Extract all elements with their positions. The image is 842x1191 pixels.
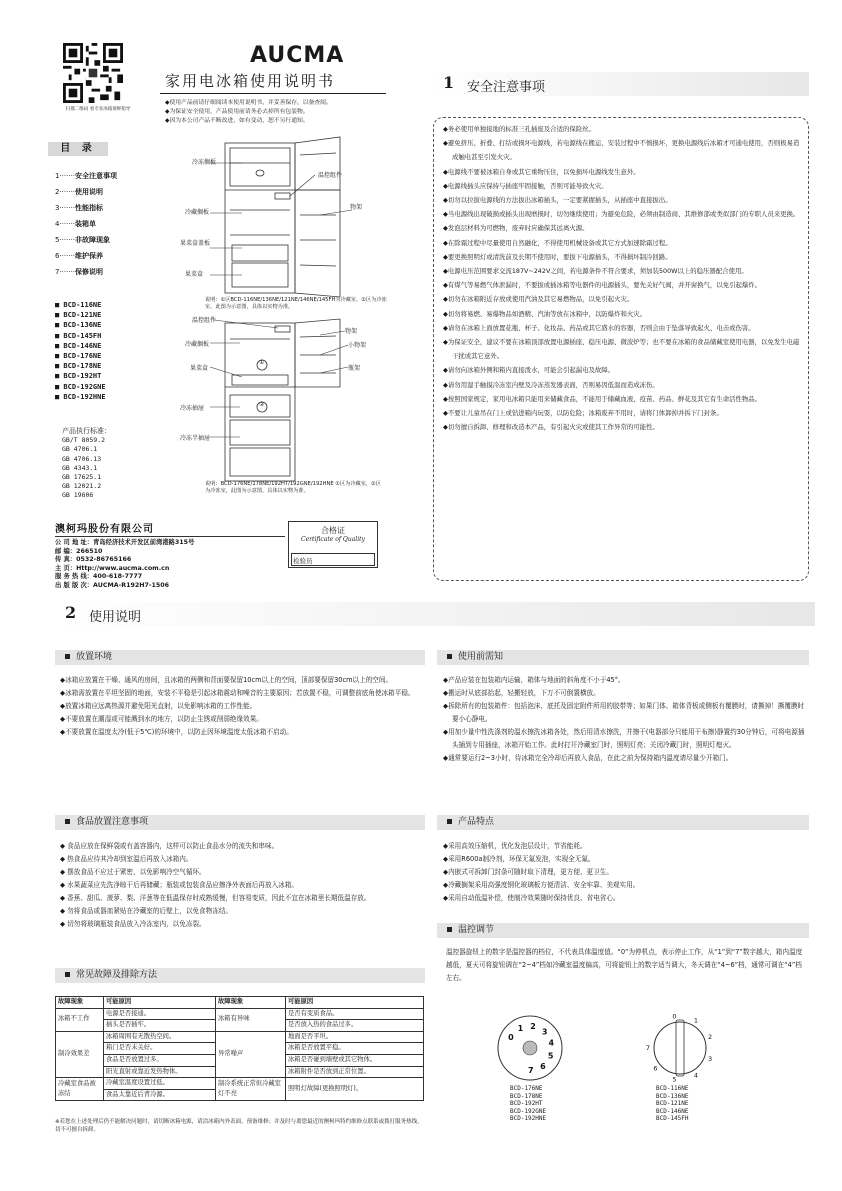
diagram2-note: 说明：BCD-176NE/178NE/192HT/192GNE/192HNE ①区为冷藏室，②区为冷冻室，此图为示意图，具体以实物为准。 xyxy=(205,481,381,494)
dial-model: BCD-192HNE xyxy=(510,1115,547,1123)
dial-model: BCD-192HT xyxy=(510,1100,543,1108)
table-cell: 地面是否平坦。 xyxy=(286,1031,424,1043)
label-fridge-shelf: 冷藏搁板 xyxy=(185,209,210,216)
section1-number: 1 xyxy=(443,73,455,92)
dial-model: BCD-176NE xyxy=(510,1085,543,1092)
toc-heading: 目 录 xyxy=(48,142,108,156)
label-temp-control: 温控组件 xyxy=(192,317,217,324)
company-homepage[interactable]: 主 页：Http://www.aucma.com.cn xyxy=(55,564,170,572)
safety-item: ◆请勿用湿手触摸冷冻室内壁及冷冻蒸发器表面，否则易因低温而造成冻伤。 xyxy=(443,380,659,389)
dial-number: 4 xyxy=(693,1071,699,1080)
safety-list xyxy=(443,122,805,434)
toc-item[interactable]: 4·······装箱单 xyxy=(55,220,97,228)
safety-item: ◆不要让儿童吊在门上或钻进箱内玩耍，以防危险；冰箱废弃不用时，请将门体卸掉并拆下门封条。 xyxy=(443,409,723,418)
zone-2-marker: ② xyxy=(259,401,265,408)
dial-number: 2 xyxy=(708,1033,713,1042)
temp-control-text: 温控器旋钮上的数字是温控器的档位，不代表具体温度值。“0”为停机点，表示停止工作，从“1”到“7”数字越大，箱内温度越低，夏天可将旋钮调在“2~4”档如冷藏室温度偏高，可将旋钮上的数字适当调大，冬天调在“4~6”档，通常可调在“4”档左右。 xyxy=(446,948,803,982)
dial-number: 3 xyxy=(708,1054,713,1063)
food-item: ◆ 香蕉、甜瓜、菠萝、梨、洋葱等在低温保存时成熟缓慢，但容易变质，因此不宜在冰箱里长期低温存放。 xyxy=(60,894,371,902)
table-row xyxy=(56,1078,424,1090)
label-fridge-shelf: 冷藏搁板 xyxy=(185,341,210,348)
label-bottle-rack: 瓶架 xyxy=(348,365,361,372)
before-use-item: ◆用加少量中性洗涤剂的温水擦洗冰箱各处，然后用清水擦洗，并擦干(电器部分只能用干布擦)静置约30分钟后，可将电源插头插到专用插座，冰箱开始工作。此时打开冷藏室门时，照明灯亮；关闭冷藏门时，照明灯熄灭。 xyxy=(443,728,805,749)
table-cell: 电源是否接通。 xyxy=(104,1008,216,1020)
safety-item: ◆切勿在冰箱附近存放或使用汽油及其它易燃物品，以免引起火灾。 xyxy=(443,295,634,304)
table-cell: 冷藏室温度设置过低。 xyxy=(104,1078,216,1090)
dial-number: 5 xyxy=(672,1075,677,1084)
model-item: ■ BCD-145FH xyxy=(55,331,102,340)
table-cell: 冰箱是否碰到墙壁或其它物体。 xyxy=(286,1054,424,1066)
placement-item: ◆不要放置在温度太冷(低于5℃)的环境中，以防止因环境温度太低冰箱不启动。 xyxy=(60,728,293,736)
qr-code xyxy=(63,43,123,103)
label-freezer-shelf: 冷冻搁板 xyxy=(192,159,217,166)
quality-certificate xyxy=(288,521,378,568)
model-item: ■ BCD-192GNE xyxy=(55,382,106,391)
dial-model: BCD-146NE xyxy=(656,1107,689,1115)
safety-item: ◆请勿向冰箱外侧和箱内直接泼水，可能会引起漏电及故障。 xyxy=(443,366,615,375)
temp-control-header: 温控调节 xyxy=(437,923,809,938)
safety-item: ◆电源电压范围要求交流187V~242V之间，若电源条件不符合要求，须加装500W以上的稳压器配合使用。 xyxy=(443,267,748,276)
dial-number: 2 xyxy=(530,1022,536,1032)
safety-item: ◆避免挤压、折叠、打结或损坏电源线，若电源线在搬运、安装过程中不慎损坏，更换电源线后冰箱才可通电使用，否则极易造成触电甚至引发火灾。 xyxy=(443,139,800,162)
company-info xyxy=(55,520,295,591)
table-cell: 食品太靠近后背冷源。 xyxy=(104,1089,216,1101)
safety-item: ◆电源线不要被冰箱自身或其它重物压住，以免损坏电源线发生意外。 xyxy=(443,167,640,176)
company-postcode: 邮 编：266510 xyxy=(55,547,103,555)
company-name: 澳柯玛股份有限公司 xyxy=(55,524,154,535)
fridge-diagram-2 xyxy=(180,315,390,485)
dial-right-models xyxy=(656,1085,689,1123)
feature-item: ◆采用自动低温补偿，使制冷效果随时保持优良、省电省心。 xyxy=(443,894,620,902)
standard-item: GB 19606 xyxy=(62,491,94,500)
preface-note: ◆因为本公司产品不断改进，如有变动，恕不另行通知。 xyxy=(165,118,309,124)
model-item: ■ BCD-121NE xyxy=(55,311,102,320)
placement-item: ◆放置冰箱应远离热源并避免阳光直射，以免影响冰箱的工作性能。 xyxy=(60,702,257,710)
thermostat-dial-left[interactable] xyxy=(490,1008,570,1088)
safety-item: ◆发泡层材料为可燃物，废弃时应确保其远离火源。 xyxy=(443,224,589,233)
model-item: ■ BCD-192HNE xyxy=(55,392,106,401)
standards-list xyxy=(62,427,111,501)
model-item: ■ BCD-192HT xyxy=(55,372,102,381)
label-crisper: 果菜盒 xyxy=(190,365,209,372)
features-header: 产品特点 xyxy=(437,815,809,830)
safety-item: ◆要更换照明灯或清洗前及长期不使用时，要拔下电源插头，不得损坏制冷回路。 xyxy=(443,252,672,261)
safety-item: ◆有煤气等易燃气体泄漏时，不要拔或插冰箱等电器件的电源插头，要先关好气阀，并开窗换气，以免引起爆炸。 xyxy=(443,281,762,290)
toc-item[interactable]: 1·······安全注意事项 xyxy=(55,172,118,180)
features-list xyxy=(443,840,805,905)
dial-model: BCD-145FH xyxy=(656,1115,689,1123)
dial-model: BCD-121NE xyxy=(656,1100,689,1108)
company-fax: 传 真：0532-86765166 xyxy=(55,556,132,564)
standards-title: 产品执行标准： xyxy=(62,427,111,435)
safety-item: ◆切勿以拉拔电源线的方法拔出冰箱插头，一定要紧握插头，从插座中直接拔出。 xyxy=(443,196,672,205)
safety-item: ◆务必使用单独接地的标准三孔插座及合适的保险丝。 xyxy=(443,125,595,133)
company-edition: 出 版 版 次：AUCMA-R192H7-1506 xyxy=(55,581,170,589)
safety-item: ◆请勿在冰箱上面放置花瓶、杯子、化妆品、药品或其它盛水的容器，否则会由于坠落导致起火、电击或伤害。 xyxy=(443,323,755,332)
before-use-item: ◆通常要运行2~3小时，待冰箱完全冷却后再放入食品，在此之前为保持箱内温度请尽量少开箱门。 xyxy=(443,754,733,762)
food-item: ◆ 切勿将玻璃瓶装食品放入冷冻室内，以免冻裂。 xyxy=(60,920,206,928)
troubleshoot-header: 常见故障及排除方法 xyxy=(55,968,425,983)
table-cell: 箱门是否未关好。 xyxy=(104,1043,216,1055)
table-cell: 阳光直射或靠近发热物体。 xyxy=(104,1066,216,1078)
standard-item: GB 4706.13 xyxy=(62,454,102,463)
table-cell: 冰箱有异味 xyxy=(216,1008,286,1031)
placement-header: 放置环境 xyxy=(55,650,425,665)
section1-banner xyxy=(433,72,809,96)
document-title: 家用电冰箱使用说明书 xyxy=(165,72,336,90)
standard-item: GB 4343.1 xyxy=(62,463,98,472)
table-header: 故障现象 xyxy=(56,997,104,1009)
table-header-row xyxy=(56,997,424,1009)
section1-title: 安全注意事项 xyxy=(467,80,546,95)
dial-left-models xyxy=(510,1085,546,1123)
preface-notes xyxy=(165,99,395,126)
feature-item: ◆冷藏搁架采用高强度钢化玻璃板方便清洁、安全牢靠、美观实用。 xyxy=(443,881,640,889)
table-row xyxy=(56,1008,424,1020)
food-item: ◆ 水果蔬菜应先洗净晾干后再储藏；瓶装或包装食品应擦净外表面后再放入冰箱。 xyxy=(60,881,298,889)
table-header: 可能原因 xyxy=(286,997,424,1009)
food-item: ◆ 摆放食品不应过于紧密，以免影响冷空气循环。 xyxy=(60,868,206,876)
brand-logo: AUCMA xyxy=(250,43,345,68)
placement-item: ◆冰箱需放置在平坦坚固的地面，安装不平稳是引起冰箱震动和噪音的主要原因；若放置不稳，可调整前底角使冰箱平稳。 xyxy=(60,689,415,697)
diagram1-note: 说明：①区BCD-116NE/136NE/121NE/146NE/145FH为冷藏室，②区为冷冻室，此图为示意图，具体以实物为准。 xyxy=(205,297,387,310)
feature-item: ◆内嵌式可拆卸门封条可随时取下清理，更方便、更卫生。 xyxy=(443,868,613,876)
before-use-header: 使用前需知 xyxy=(437,650,809,665)
dial-right-icon xyxy=(640,1008,720,1088)
table-cell: 是否有变质食品。 xyxy=(286,1008,424,1020)
dial-left-icon xyxy=(490,1008,570,1088)
dial-number: 7 xyxy=(645,1044,651,1052)
feature-item: ◆采用R600a制冷剂，环保无氟发泡，实现全无氟。 xyxy=(443,855,595,863)
toc-item[interactable]: 2·······使用说明 xyxy=(55,188,104,196)
placement-item: ◆冰箱应放置在干燥、通风的房间，且冰箱的两侧和背面要保留10cm以上的空间，顶部要保留30cm以上的空间。 xyxy=(60,676,393,684)
table-cell: 照明灯故障(更换照明灯)。 xyxy=(286,1078,424,1101)
dial-model: BCD-192GNE xyxy=(510,1107,547,1115)
safety-item: ◆电源线插头应保持与插座牢固接触，否则可能导致火灾。 xyxy=(443,181,608,190)
company-rule xyxy=(55,536,285,537)
safety-item: ◆切勿将易燃、易爆物品如酒精、汽油等放在冰箱中，以防爆炸和火灾。 xyxy=(443,309,647,318)
label-small-rack: 小物架 xyxy=(348,342,367,349)
table-cell: 冰箱附件是否放到正常位置。 xyxy=(286,1066,424,1078)
model-item: ■ BCD-178NE xyxy=(55,362,102,371)
label-crisper-cover: 果菜盒盖板 xyxy=(180,240,211,247)
standard-item: GB 17625.1 xyxy=(62,473,102,482)
dial-number: 3 xyxy=(541,1027,548,1037)
table-header: 可能原因 xyxy=(104,997,216,1009)
qr-caption: 扫描二维码 看专业冰箱保鲜指导 xyxy=(65,107,131,112)
standard-item: GB/T 8059.2 xyxy=(62,436,106,445)
model-item: ■ BCD-136NE xyxy=(55,321,102,330)
safety-item: ◆按照国家规定，家用电冰箱只能用来储藏食品，不能用于储藏血液、疫苗、药品、鲜花及其它有生命活性物品。 xyxy=(443,394,762,403)
standard-item: GB 4706.1 xyxy=(62,445,98,454)
dial-number: 1 xyxy=(517,1024,524,1034)
troubleshoot-footnote: ※若您在上述处理后仍不能解决问题时，请切断冰箱电源，请洽冰箱内外表面，预备维修；并及时与离您最近的澳柯玛特约维修点联系或拨打服务热线，切不可擅自拆卸。 xyxy=(55,1119,423,1133)
before-use-item: ◆产品应装在包装箱内运输，箱体与地面的斜角度不小于45°。 xyxy=(443,676,625,684)
safety-item: ◆为保证安全，建议不要在冰箱顶部放置电源插座、稳压电源、微波炉等；也不要在冰箱的食品储藏室使用电器，以免发生电磁干扰或其它意外。 xyxy=(443,338,800,361)
inspector-label: 检验员 xyxy=(293,557,313,565)
food-list xyxy=(60,840,422,931)
before-use-item: ◆搬运时从底部抬起，轻搬轻放，下万不可倒置横放。 xyxy=(443,689,600,697)
label-temp-control: 温控组件 xyxy=(318,172,343,179)
table-cell: 制冷系统正常但冷藏室灯不亮 xyxy=(216,1078,286,1101)
placement-list xyxy=(60,674,422,739)
label-rack: 物架 xyxy=(350,204,363,211)
table-cell: 异常噪声 xyxy=(216,1031,286,1077)
dial-number: 0 xyxy=(672,1012,677,1021)
dial-number: 6 xyxy=(653,1064,658,1073)
standard-item: GB 12021.2 xyxy=(62,482,102,491)
dial-number: 5 xyxy=(547,1051,554,1061)
table-header: 故障现象 xyxy=(216,997,286,1009)
before-use-list xyxy=(443,674,805,765)
table-cell: 冰箱不工作 xyxy=(56,1008,104,1031)
table-cell: 制冷效果差 xyxy=(56,1031,104,1077)
company-address: 公 司 地 址：青岛经济技术开发区前湾港路315号 xyxy=(55,539,195,546)
table-cell: 冰箱是否放置平稳。 xyxy=(286,1043,424,1055)
dial-model: BCD-136NE xyxy=(656,1092,689,1100)
toc-item[interactable]: 7·······保修说明 xyxy=(55,268,104,276)
dial-number: 7 xyxy=(528,1066,534,1075)
dial-model: BCD-178NE xyxy=(510,1092,543,1100)
food-item: ◆ 勿将食品或器皿紧贴在冷藏室的后壁上，以免食物冻结。 xyxy=(60,907,233,915)
safety-item: ◆在除霜过程中尽量使用自然融化，不得使用机械设备或其它方式加速除霜过程。 xyxy=(443,238,672,247)
certificate-subtitle: Certificate of Quality xyxy=(301,536,365,543)
fridge-diagram-1 xyxy=(180,135,390,305)
label-rack: 物架 xyxy=(345,328,358,335)
model-item: ■ BCD-146NE xyxy=(55,341,102,350)
food-item: ◆ 食品应放在保鲜袋或有盖容器内，这样可以防止食品水分的流失和串味。 xyxy=(60,842,279,850)
feature-item: ◆采用高效压缩机，优化发泡层设计，节省能耗。 xyxy=(443,842,587,850)
company-hotline: 服 务 热 线：400-618-7777 xyxy=(55,573,143,581)
table-of-contents xyxy=(55,168,165,280)
dial-number: 4 xyxy=(548,1038,555,1048)
table-cell: 是否放入热的食品过多。 xyxy=(286,1020,424,1032)
preface-note: ◆为保证安全使用，产品使用前请务必去掉所有包装物。 xyxy=(165,109,309,115)
toc-item[interactable]: 6·······维护保养 xyxy=(55,252,104,260)
section2-banner xyxy=(55,602,815,626)
table-row xyxy=(56,1031,424,1043)
dial-model: BCD-116NE xyxy=(656,1085,689,1092)
certificate-title: 合格证 xyxy=(321,526,345,535)
dial-number: 0 xyxy=(508,1033,514,1042)
label-crisper: 果菜盒 xyxy=(185,271,204,278)
model-item: ■ BCD-176NE xyxy=(55,352,102,361)
toc-item[interactable]: 3·······性能指标 xyxy=(55,204,104,212)
title-rule xyxy=(160,93,386,94)
zone-1-marker: ① xyxy=(259,359,265,366)
table-cell: 食品是否放置过多。 xyxy=(104,1054,216,1066)
dial-number: 6 xyxy=(540,1061,546,1071)
label-freezer-half-drawer: 冷冻半抽屉 xyxy=(180,435,211,442)
before-use-item: ◆拆除所有的包装箱件：包括泡沫、底托及固定附件所用的胶带等；如果门体、箱体背板或侧板有覆膜时，请撕掉！撕覆膜时要小心静电。 xyxy=(443,702,805,723)
placement-item: ◆不要放置在潮湿或可能溅到水的地方，以防止生锈或削弱绝缘效果。 xyxy=(60,715,263,723)
safety-item: ◆切勿擅自拆卸、修理和改造本产品，有引起火灾或使其工作异常的可能性。 xyxy=(443,423,659,432)
toc-item[interactable]: 5·······非故障现象 xyxy=(55,236,111,244)
safety-item: ◆当电源线出现破损或插头出现磨损时，切勿继续使用；为避免危险，必须由制造商、其维修部或类似部门的专职人员来更换。 xyxy=(443,210,800,219)
dial-number: 1 xyxy=(693,1016,699,1025)
fault-table xyxy=(55,996,424,1101)
label-freezer-drawer: 冷冻抽屉 xyxy=(180,405,205,412)
model-item: ■ BCD-116NE xyxy=(55,301,102,309)
preface-note: ◆使用产品前请仔细阅读本使用说明书，并妥善保存，以备查阅。 xyxy=(165,100,332,106)
table-cell: 插头是否插牢。 xyxy=(104,1020,216,1032)
food-header: 食品放置注意事项 xyxy=(55,815,425,830)
table-cell: 冰箱周围有无散热空间。 xyxy=(104,1031,216,1043)
table-cell: 冷藏室食品被冻结 xyxy=(56,1078,104,1101)
section2-number: 2 xyxy=(65,603,77,622)
food-item: ◆ 热食品应待其冷却到室温后再放入冰箱内。 xyxy=(60,855,193,863)
section2-title: 使用说明 xyxy=(89,610,142,625)
thermostat-dial-right[interactable] xyxy=(640,1008,720,1088)
model-list xyxy=(55,300,106,402)
